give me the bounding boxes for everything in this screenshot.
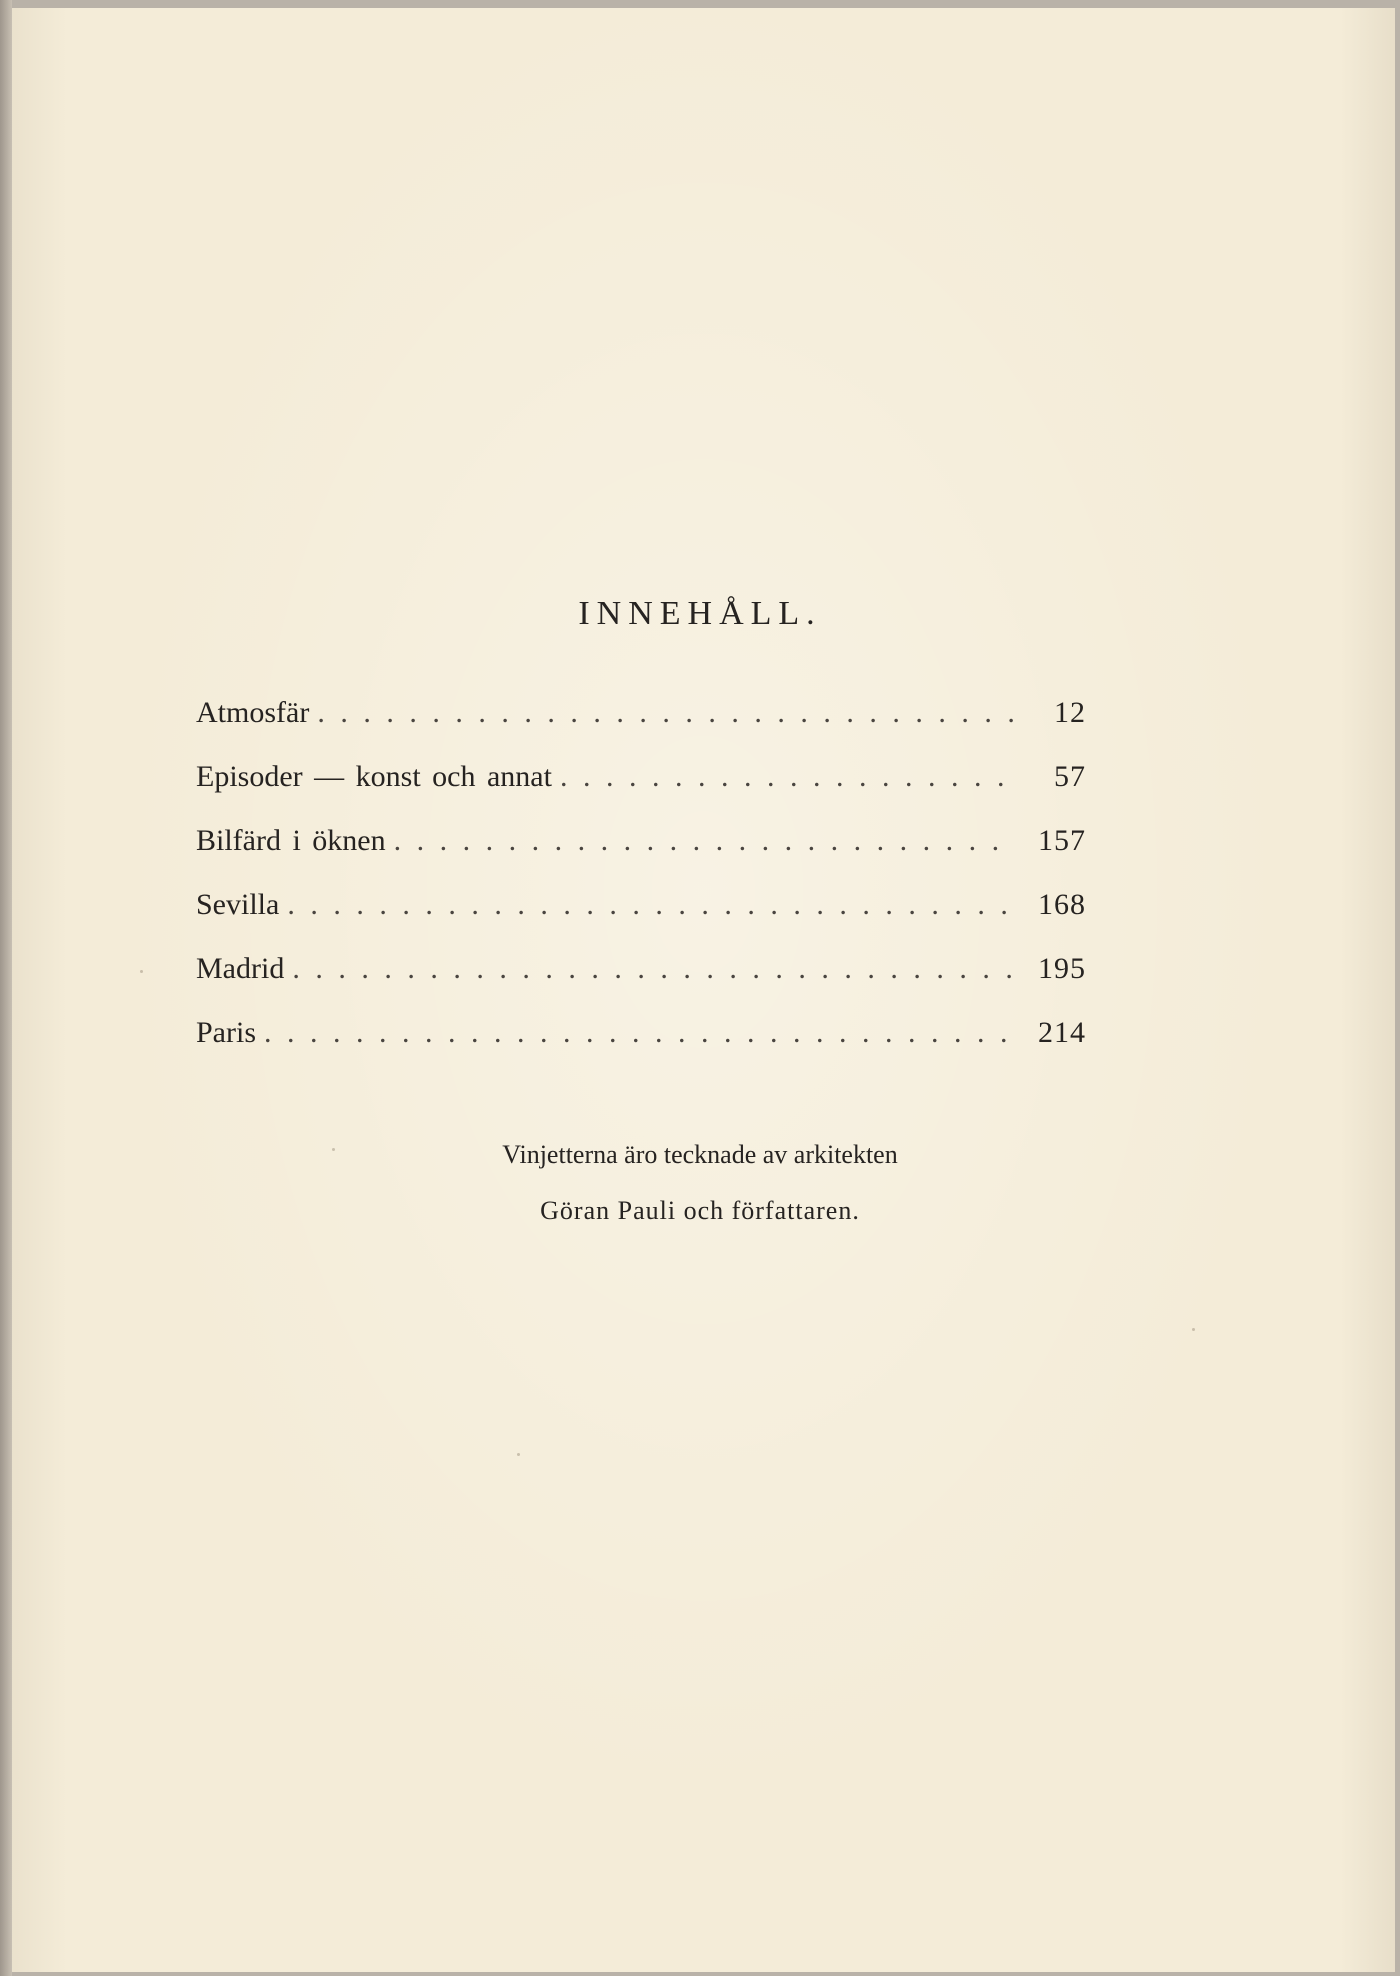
illustration-credits (0, 1135, 1400, 1247)
toc-title: INNEHÅLL. (578, 595, 822, 632)
credit-line-2: Göran Pauli och författaren. (540, 1196, 860, 1225)
toc-entry-page: 214 (1038, 1016, 1086, 1049)
dot-leader (287, 888, 1014, 922)
toc-entry-page: 168 (1038, 888, 1086, 921)
toc-entry-madrid[interactable] (196, 952, 1086, 1016)
dot-leader (264, 1016, 1014, 1050)
toc-entry-label: Paris (196, 1016, 256, 1049)
dot-leader (292, 952, 1014, 986)
toc-entry-label: Atmosfär (196, 696, 310, 729)
binding-shadow (0, 0, 12, 1976)
toc-entry-label: Episoder — konst och annat (196, 760, 552, 793)
dot-leader (317, 696, 1014, 730)
toc-entry-page: 12 (1054, 696, 1086, 729)
toc-entry-page: 57 (1054, 760, 1086, 793)
paper-speck (140, 970, 143, 973)
toc-entry-atmosfar[interactable] (196, 696, 1086, 760)
toc-entry-sevilla[interactable] (196, 888, 1086, 952)
toc-entry-page: 157 (1038, 824, 1086, 857)
toc-entry-label: Madrid (196, 952, 285, 985)
dot-leader (394, 824, 1014, 858)
toc-entry-page: 195 (1038, 952, 1086, 985)
toc-entry-label: Sevilla (196, 888, 280, 921)
toc-entry-bilfard[interactable] (196, 824, 1086, 888)
toc-entry-label: Bilfärd i öknen (196, 824, 386, 857)
dot-leader (560, 760, 1014, 794)
toc-list (196, 696, 1086, 1080)
toc-entry-paris[interactable] (196, 1016, 1086, 1080)
credit-line-1: Vinjetterna äro tecknade av arkitekten (502, 1140, 898, 1169)
toc-entry-episoder[interactable] (196, 760, 1086, 824)
paper-speck (517, 1453, 520, 1456)
paper-speck (1192, 1328, 1195, 1331)
